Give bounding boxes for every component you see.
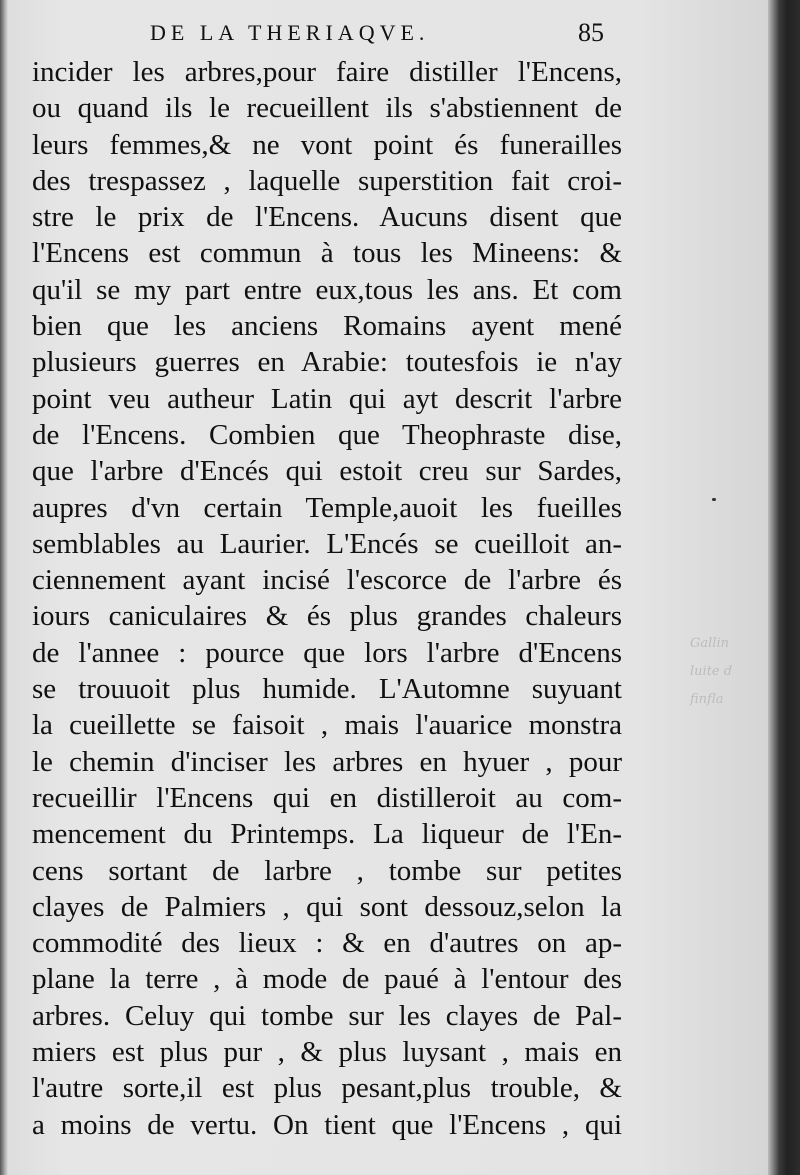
text-line: des trespassez , laquelle superstition fait croi- bbox=[32, 164, 622, 197]
text-line: recueillir l'Encens qui en distilleroit au com- bbox=[32, 781, 622, 814]
text-line: incider les arbres,pour faire distiller l'Encens, bbox=[32, 56, 622, 88]
text-line: qu'il se my part entre eux,tous les ans. Et com bbox=[32, 273, 622, 306]
text-line: plane la terre , à mode de paué à l'entour des bbox=[32, 963, 622, 996]
gutter-shadow bbox=[0, 0, 8, 1175]
show-through-text: Gallin luite d finfla bbox=[690, 636, 733, 707]
text-line: de l'annee : pource que lors l'arbre d'Encens bbox=[32, 636, 622, 669]
text-line: cens sortant de larbre , tombe sur petites bbox=[32, 854, 622, 887]
text-line: leurs femmes,& ne vont point és funerailles bbox=[32, 128, 622, 161]
running-head: DE LA THERIAQVE. bbox=[150, 20, 430, 45]
text-line: aupres d'vn certain Temple,auoit les fueilles bbox=[32, 491, 622, 524]
text-line: le chemin d'inciser les arbres en hyuer , pour bbox=[32, 745, 622, 778]
text-line: l'autre sorte,il est plus pesant,plus trouble, & bbox=[32, 1072, 622, 1105]
text-line: ciennement ayant incisé l'escorce de l'arbre és bbox=[32, 564, 622, 597]
text-line: la cueillette se faisoit , mais l'auarice monstra bbox=[32, 709, 622, 742]
text-line: mencement du Printemps. La liqueur de l'En- bbox=[32, 818, 622, 851]
text-line: arbres. Celuy qui tombe sur les clayes de Pal- bbox=[32, 999, 622, 1032]
text-line: commodité des lieux : & en d'autres on ap- bbox=[32, 927, 622, 960]
text-line: stre le prix de l'Encens. Aucuns disent que bbox=[32, 201, 622, 234]
text-line: bien que les anciens Romains ayent mené bbox=[32, 310, 622, 343]
text-line: que l'arbre d'Encés qui estoit creu sur Sardes, bbox=[32, 455, 622, 488]
text-line: semblables au Laurier. L'Encés se cueilloit an- bbox=[32, 527, 622, 560]
text-line: clayes de Palmiers , qui sont dessouz,selon la bbox=[32, 890, 622, 923]
text-line: se trouuoit plus humide. L'Automne suyuant bbox=[32, 673, 622, 706]
ink-speck bbox=[712, 498, 716, 501]
text-line: a moins de vertu. On tient que l'Encens , qui bbox=[32, 1108, 622, 1141]
text-line: ou quand ils le recueillent ils s'abstiennent de bbox=[32, 92, 622, 125]
page-number: 85 bbox=[578, 18, 604, 47]
text-line: de l'Encens. Combien que Theophraste dise, bbox=[32, 418, 622, 451]
page-header bbox=[150, 18, 630, 52]
text-line: iours caniculaires & és plus grandes chaleurs bbox=[32, 600, 622, 633]
text-line: l'Encens est commun à tous les Mineens: & bbox=[32, 237, 622, 270]
text-line: point veu autheur Latin qui ayt descrit l'arbre bbox=[32, 382, 622, 415]
body-text bbox=[32, 54, 622, 1143]
text-line: plusieurs guerres en Arabie: toutesfois ie n'ay bbox=[32, 346, 622, 379]
page-edge bbox=[768, 0, 800, 1175]
text-line: miers est plus pur , & plus luysant , mais en bbox=[32, 1036, 622, 1069]
